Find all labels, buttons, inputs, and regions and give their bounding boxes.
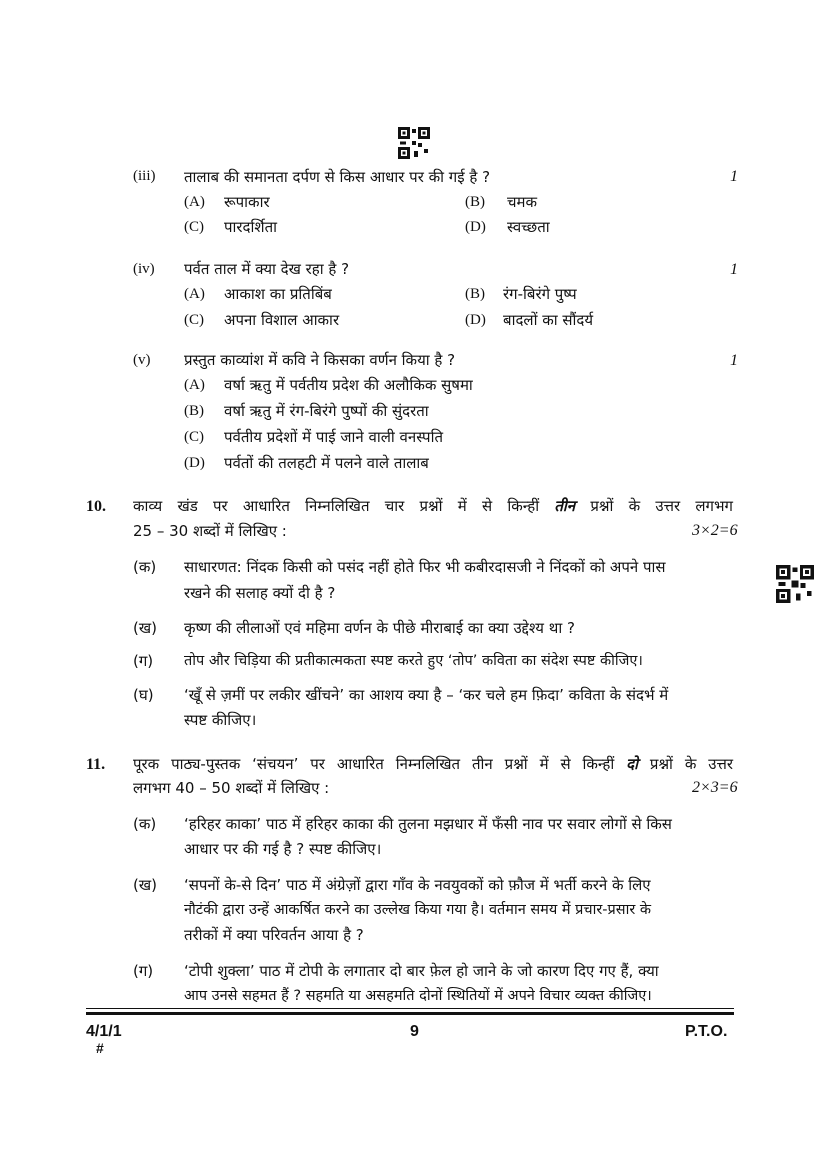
emphasis: दो: [626, 755, 638, 773]
option-text: पर्वतों की तलहटी में पलने वाले तालाब: [224, 454, 429, 472]
question-text-line-1: काव्य खंड पर आधारित निम्नलिखित चार प्रश्नों में से किन्हीं तीन प्रश्नों के उत्तर लगभग: [133, 497, 733, 515]
item-key: (क): [133, 558, 157, 576]
sub-question-label: (v): [133, 352, 151, 368]
emphasis: तीन: [554, 497, 576, 515]
item-key: (क): [133, 815, 157, 833]
option-text: पर्वतीय प्रदेशों में पाई जाने वाली वनस्पति: [224, 428, 444, 446]
sub-question-text: तालाब की समानता दर्पण से किस आधार पर की गई है ?: [184, 168, 491, 186]
item-text: ‘खूँ से ज़मीं पर लकीर खींचने’ का आशय क्या है – ‘कर चले हम फ़िदा’ कविता के संदर्भ में: [184, 686, 669, 704]
question-number: 10.: [86, 498, 106, 515]
footer-rule-thin: [86, 1008, 734, 1009]
footer-rule-thick: [86, 1012, 734, 1015]
option-key: (D): [184, 455, 205, 471]
option-text: आकाश का प्रतिबिंब: [224, 285, 332, 303]
option-key: (B): [465, 194, 485, 210]
item-key: (ग): [133, 962, 154, 980]
marks: 1: [730, 261, 738, 278]
marks: 3×2=6: [692, 522, 738, 539]
option-text: चमक: [507, 193, 538, 211]
sub-question-label: (iv): [133, 261, 155, 277]
item-key: (घ): [133, 686, 154, 704]
item-text: ‘हरिहर काका’ पाठ में हरिहर काका की तुलना मझधार में फँसी नाव पर सवार लोगों से किस: [184, 815, 672, 833]
item-text: आप उनसे सहमत हैं ? सहमति या असहमति दोनों स्थितियों में अपने विचार व्यक्त कीजिए।: [184, 988, 652, 1004]
question-number: 11.: [86, 756, 106, 773]
paper-code: 4/1/1: [86, 1023, 122, 1040]
question-text-line-2: लगभग 40 – 50 शब्दों में लिखिए :: [133, 779, 330, 797]
item-text: ‘टोपी शुक्ला’ पाठ में टोपी के लगातार दो बार फ़ेल हो जाने के जो कारण दिए गए हैं, क्या: [184, 962, 659, 980]
qr-code-side: [776, 565, 814, 603]
marks: 1: [730, 352, 738, 369]
option-text: स्वच्छता: [507, 218, 550, 236]
question-text-line-1: पूरक पाठ्य-पुस्तक ‘संचयन’ पर आधारित निम्नलिखित तीन प्रश्नों में से किन्हीं दो प्रश्नों के उत्तर: [133, 755, 733, 773]
sub-question-text: पर्वत ताल में क्या देख रहा है ?: [184, 260, 350, 278]
item-text: ‘सपनों के-से दिन’ पाठ में अंग्रेज़ों द्वारा गाँव के नवयुवकों को फ़ौज में भर्ती करने के लिए: [184, 876, 651, 894]
option-text: रंग-बिरंगे पुष्प: [503, 285, 577, 303]
option-text: वर्षा ऋतु में पर्वतीय प्रदेश की अलौकिक सुषमा: [224, 376, 473, 394]
marks: 1: [730, 168, 738, 185]
sub-question-text: प्रस्तुत काव्यांश में कवि ने किसका वर्णन किया है ?: [184, 351, 456, 369]
option-key: (A): [184, 194, 205, 210]
item-text: स्पष्ट कीजिए।: [184, 711, 257, 729]
option-text: अपना विशाल आकार: [224, 311, 340, 329]
option-text: रूपाकार: [224, 193, 270, 211]
sub-question-label: (iii): [133, 168, 156, 184]
option-key: (D): [465, 219, 486, 235]
qr-code-top: [398, 127, 430, 159]
option-key: (B): [184, 403, 204, 419]
item-text: तोप और चिड़िया की प्रतीकात्मकता स्पष्ट करते हुए ‘तोप’ कविता का संदेश स्पष्ट कीजिए।: [184, 653, 643, 669]
option-text: बादलों का सौंदर्य: [503, 311, 594, 329]
pto-label: P.T.O.: [685, 1023, 728, 1040]
item-text: नौटंकी द्वारा उन्हें आकर्षित करने का उल्लेख किया गया है। वर्तमान समय में प्रचार-प्रसार के: [184, 902, 652, 918]
marks: 2×3=6: [692, 779, 738, 796]
item-key: (ख): [133, 619, 157, 637]
option-text: पारदर्शिता: [224, 218, 278, 236]
item-text: साधारणत: निंदक किसी को पसंद नहीं होते फिर भी कबीरदासजी ने निंदकों को अपने पास: [184, 558, 666, 576]
question-text-line-2: 25 – 30 शब्दों में लिखिए :: [133, 522, 287, 540]
option-key: (C): [184, 312, 204, 328]
option-key: (C): [184, 219, 204, 235]
option-key: (B): [465, 286, 485, 302]
hash-mark: #: [96, 1040, 104, 1056]
option-key: (C): [184, 429, 204, 445]
option-text: वर्षा ऋतु में रंग-बिरंगे पुष्पों की सुंदरता: [224, 402, 429, 420]
item-text: रखने की सलाह क्यों दी है ?: [184, 584, 336, 602]
item-text: तरीकों में क्या परिवर्तन आया है ?: [184, 926, 364, 944]
item-key: (ग): [133, 652, 154, 670]
option-key: (A): [184, 377, 205, 393]
item-key: (ख): [133, 876, 157, 894]
page-number: 9: [410, 1023, 419, 1040]
item-text: कृष्ण की लीलाओं एवं महिमा वर्णन के पीछे मीराबाई का क्या उद्देश्य था ?: [184, 619, 575, 637]
option-key: (D): [465, 312, 486, 328]
item-text: आधार पर की गई है ? स्पष्ट कीजिए।: [184, 840, 382, 858]
option-key: (A): [184, 286, 205, 302]
